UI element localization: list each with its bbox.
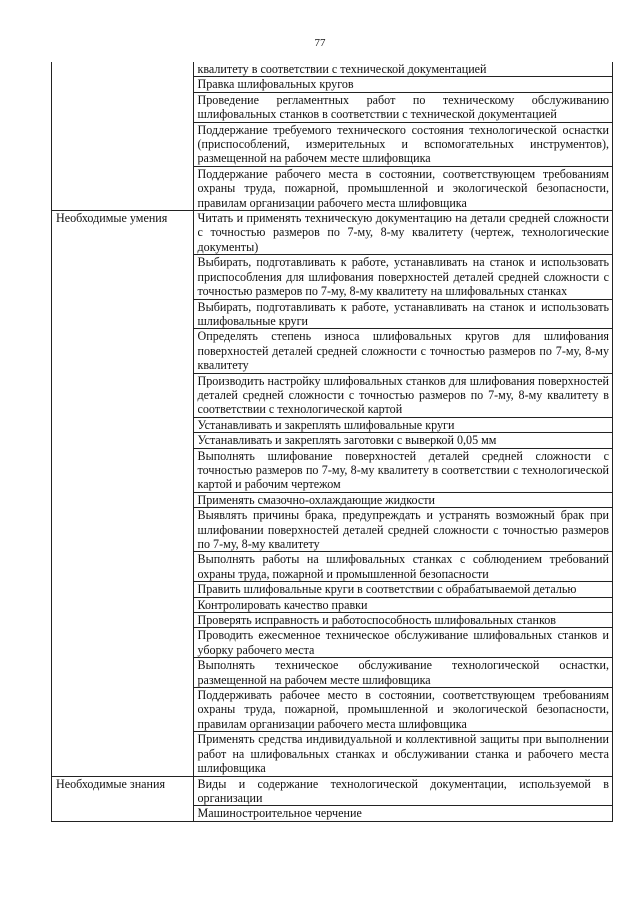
requirement-item-cell: Устанавливать и закреплять заготовки с выверкой 0,05 мм xyxy=(193,433,613,448)
requirement-item-cell: Читать и применять техническую документацию на детали средней сложности с точностью размеров по 7-му, 8-му квалитету (чертеж, технологические документы) xyxy=(193,211,613,255)
requirement-item-cell: Выбирать, подготавливать к работе, устанавливать на станок и использовать шлифовальные круги xyxy=(193,299,613,329)
section-label-cell: Необходимые знания xyxy=(52,776,194,821)
requirement-item-cell: квалитету в соответствии с технической документацией xyxy=(193,62,613,77)
requirement-item-cell: Проводить ежесменное техническое обслуживание шлифовальных станков и уборку рабочего места xyxy=(193,628,613,658)
requirement-item-cell: Определять степень износа шлифовальных кругов для шлифования поверхностей деталей средней сложности с точностью размеров по 7-му, 8-му квалитету xyxy=(193,329,613,373)
table-row xyxy=(52,62,613,77)
requirement-item-cell: Поддержание требуемого технического состояния технологической оснастки (приспособлений, измерительных и вспомогательных инструментов), размещенной на рабочем месте шлифовщика xyxy=(193,122,613,166)
requirement-item-cell: Править шлифовальные круги в соответствии с обрабатываемой деталью xyxy=(193,582,613,597)
requirement-item-cell: Производить настройку шлифовальных станков для шлифования поверхностей деталей средней сложности с точностью размеров по 7-му, 8-му квалитету в соответствии с технологической картой xyxy=(193,373,613,417)
requirement-item-cell: Применять смазочно-охлаждающие жидкости xyxy=(193,492,613,507)
page-number: 77 xyxy=(314,37,326,49)
requirements-table xyxy=(51,62,613,822)
requirement-item-cell: Контролировать качество правки xyxy=(193,597,613,612)
requirement-item-cell: Выполнять шлифование поверхностей деталей средней сложности с точностью размеров по 7-му, 8-му квалитету в соответствии с технологической картой и рабочим чертежом xyxy=(193,448,613,492)
requirement-item-cell: Выполнять работы на шлифовальных станках с соблюдением требований охраны труда, пожарной и промышленной безопасности xyxy=(193,552,613,582)
requirement-item-cell: Поддерживать рабочее место в состоянии, соответствующем требованиям охраны труда, пожарной, промышленной и экологической безопасности, правилам организации рабочего места шлифовщика xyxy=(193,688,613,732)
requirement-item-cell: Выполнять техническое обслуживание технологической оснастки, размещенной на рабочем месте шлифовщика xyxy=(193,658,613,688)
section-label-cell xyxy=(52,62,194,211)
table-row xyxy=(52,211,613,255)
requirement-item-cell: Правка шлифовальных кругов xyxy=(193,77,613,92)
requirement-item-cell: Проверять исправность и работоспособность шлифовальных станков xyxy=(193,613,613,628)
requirement-item-cell: Поддержание рабочего места в состоянии, соответствующем требованиям охраны труда, пожарной, промышленной и экологической безопасности, правилам организации рабочего места шлифовщика xyxy=(193,166,613,210)
requirement-item-cell: Виды и содержание технологической документации, используемой в организации xyxy=(193,776,613,806)
requirements-table-body xyxy=(52,62,613,821)
requirement-item-cell: Применять средства индивидуальной и коллективной защиты при выполнении работ на шлифовальных станках и обслуживании станка и рабочего места шлифовщика xyxy=(193,732,613,776)
requirement-item-cell: Машиностроительное черчение xyxy=(193,806,613,821)
requirement-item-cell: Выбирать, подготавливать к работе, устанавливать на станок и использовать приспособления для шлифования поверхностей деталей средней сложности с точностью размеров по 7-му, 8-му квалитету на шлифовальных станках xyxy=(193,255,613,299)
table-row xyxy=(52,776,613,806)
requirement-item-cell: Выявлять причины брака, предупреждать и устранять возможный брак при шлифовании поверхностей деталей средней сложности с точностью размеров по 7-му, 8-му квалитету xyxy=(193,508,613,552)
requirement-item-cell: Устанавливать и закреплять шлифовальные круги xyxy=(193,417,613,432)
requirement-item-cell: Проведение регламентных работ по техническому обслуживанию шлифовальных станков в соответствии с технической документацией xyxy=(193,92,613,122)
section-label-cell: Необходимые умения xyxy=(52,211,194,776)
